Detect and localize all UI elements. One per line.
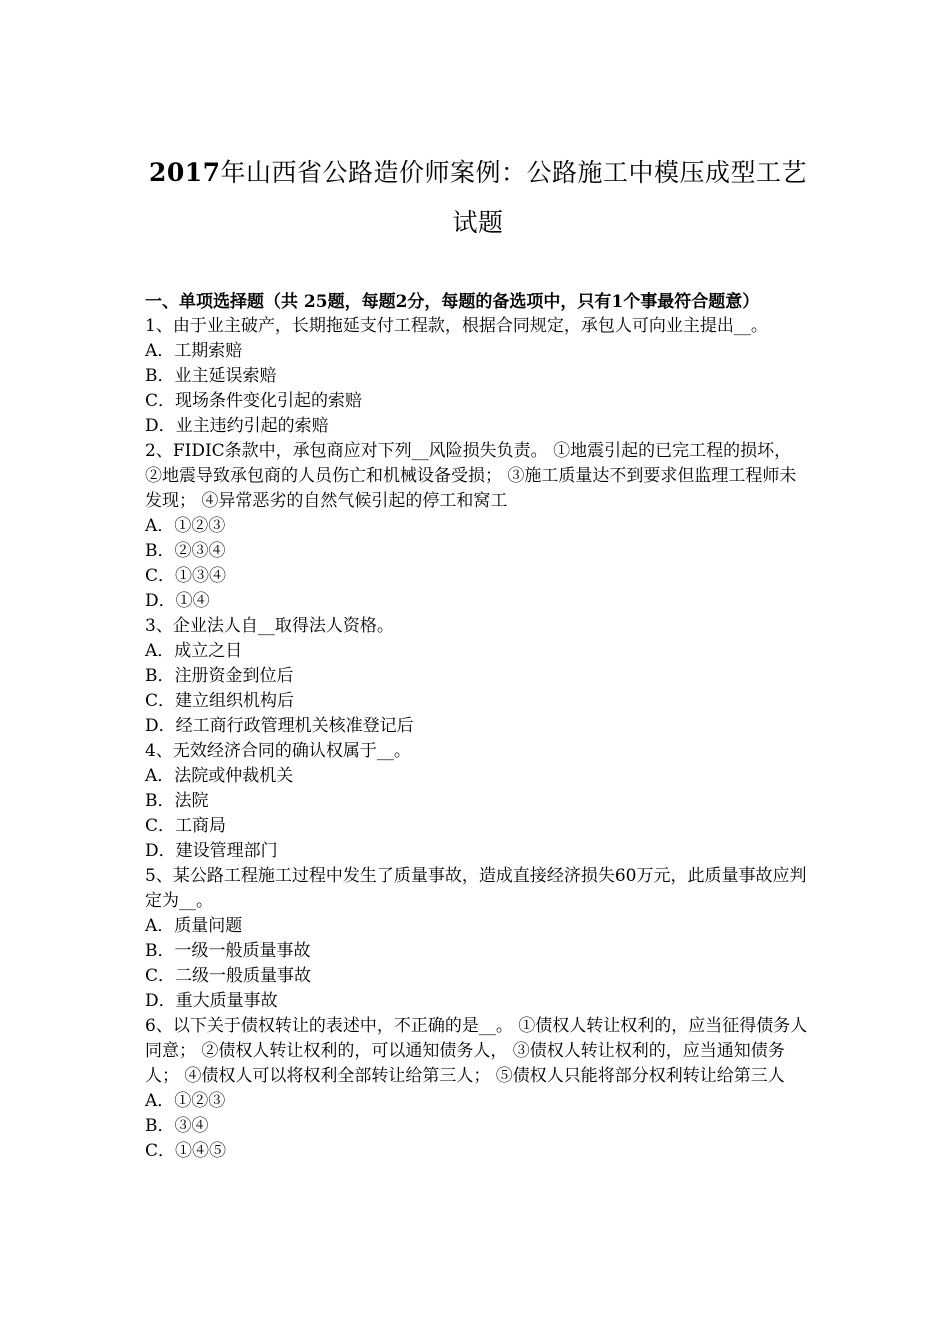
page-title	[145, 148, 811, 248]
option-d: D．①④	[145, 591, 210, 611]
section-heading: 一、单项选择题（共 25题，每题2分，每题的备选项中，只有1个事最符合题意）	[145, 292, 760, 312]
question-3	[145, 614, 811, 739]
question-6	[145, 1014, 811, 1164]
option-b: B．②③④	[145, 541, 226, 561]
question-1	[145, 314, 811, 439]
option-a: A．①②③	[145, 516, 226, 536]
option-a: A．①②③	[145, 1091, 226, 1111]
option-c: C．建立组织机构后	[145, 691, 295, 711]
option-c: C．现场条件变化引起的索赔	[145, 391, 363, 411]
option-a: A．工期索赔	[145, 341, 243, 361]
option-b: B．③④	[145, 1116, 209, 1136]
title-year: 2017	[148, 158, 221, 187]
option-b: B．注册资金到位后	[145, 666, 294, 686]
option-b: B．业主延误索赔	[145, 366, 277, 386]
option-b: B．法院	[145, 791, 209, 811]
option-c: C．工商局	[145, 816, 227, 836]
option-d: D．经工商行政管理机关核准登记后	[145, 716, 414, 736]
question-stem: 2、FIDIC条款中，承包商应对下列__风险损失负责。 ①地震引起的已完工程的损坏， ②地震导致承包商的人员伤亡和机械设备受损； ③施工质量达不到要求但监理工程师未发现； ④异常恶劣的自然气候引起的停工和窝工	[145, 441, 797, 511]
option-c: C．二级一般质量事故	[145, 966, 312, 986]
option-d: D．重大质量事故	[145, 991, 278, 1011]
option-a: A．法院或仲裁机关	[145, 766, 294, 786]
question-stem: 4、无效经济合同的确认权属于__。	[145, 741, 411, 761]
option-a: A．成立之日	[145, 641, 243, 661]
option-a: A．质量问题	[145, 916, 243, 936]
option-c: C．①④⑤	[145, 1141, 227, 1161]
question-5	[145, 864, 811, 1014]
title-text: 年山西省公路造价师案例：公路施工中模压成型工艺试题	[220, 158, 808, 237]
option-b: B．一级一般质量事故	[145, 941, 311, 961]
question-stem: 3、企业法人自__取得法人资格。	[145, 616, 394, 636]
question-2	[145, 439, 811, 614]
option-d: D．业主违约引起的索赔	[145, 416, 329, 436]
document-page	[145, 148, 811, 1164]
question-4	[145, 739, 811, 864]
option-c: C．①③④	[145, 566, 227, 586]
option-d: D．建设管理部门	[145, 841, 278, 861]
question-stem: 5、某公路工程施工过程中发生了质量事故，造成直接经济损失60万元，此质量事故应判定为__。	[145, 866, 807, 911]
question-stem: 6、以下关于债权转让的表述中，不正确的是__。 ①债权人转让权利的，应当征得债务人同意； ②债权人转让权利的，可以通知债务人， ③债权人转让权利的，应当通知债务人； ④债权人可以将权利全部转让给第三人； ⑤债权人只能将部分权利转让给第三人	[145, 1016, 808, 1086]
question-stem: 1、由于业主破产，长期拖延支付工程款，根据合同规定，承包人可向业主提出__。	[145, 316, 768, 336]
